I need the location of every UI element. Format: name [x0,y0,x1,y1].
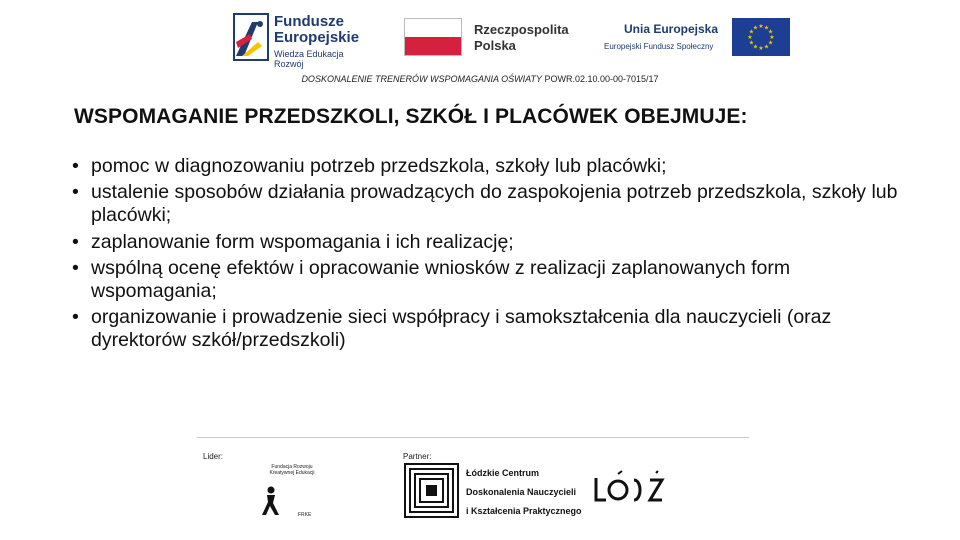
unia-line1: Unia Europejska [624,22,719,36]
ldc-logo [404,463,582,519]
list-item: • zaplanowanie form wspomagania i ich realizację; [72,231,912,254]
eu-star-icon: ★ [748,29,755,36]
fundusze-line3: Wiedza Edukacja Rozwój [274,49,344,69]
eu-star-icon: ★ [748,40,755,47]
ldc-line3: i Kształcenia Praktycznego [466,506,582,516]
lodz-logo-icon [590,470,670,510]
fundusze-europejskie-logo [232,12,372,69]
partner-label: Partner: [403,452,432,461]
project-name: DOSKONALENIE TRENERÓW WSPOMAGANIA OŚWIATY [301,74,542,84]
unia-line2: Europejski Fundusz Społeczny [604,42,714,51]
rzeczpospolita-polska-logo [404,18,574,58]
lider-label: Lider: [203,452,224,461]
list-item: • wspólną ocenę efektów i opracowanie wniosków z realizacji zaplanowanych form wspomagania; [72,257,912,303]
fundusze-line2: Europejskie [274,29,360,46]
lider-logo-text: Fundacja Rozwoju Kreatywnej Edukacji [269,464,315,476]
polish-flag-icon [404,18,462,56]
unia-europejska-logo [600,18,790,58]
fundusze-line1: Fundusze [274,13,344,30]
lider-logo [258,462,320,520]
page-title: WSPOMAGANIE PRZEDSZKOLI, SZKÓŁ I PLACÓWEK OBEJMUJE: [74,105,748,128]
project-code: POWR.02.10.00-00-7015/17 [544,74,659,84]
eu-star-icon: ★ [752,25,759,32]
walking-figure-icon [260,486,282,516]
header-logo-bar [0,12,960,69]
eu-star-icon: ★ [769,35,775,42]
fundusze-emblem-icon [232,12,270,62]
rzeczpospolita-line1: Rzeczpospolita [474,22,569,37]
eu-star-icon: ★ [758,46,764,53]
lider-logo-small: FRKE [298,512,312,518]
list-item: • ustalenie sposobów działania prowadzących do zaspokojenia potrzeb przedszkola, szkoły lub placówki; [72,181,912,227]
footer-divider [197,437,749,438]
eu-star-icon: ★ [767,29,774,36]
ldc-line2: Doskonalenia Nauczycieli [466,487,577,497]
bullet-list [72,155,912,356]
eu-star-icon: ★ [747,35,753,42]
concentric-squares-icon [404,463,459,518]
eu-star-icon: ★ [752,44,759,51]
rzeczpospolita-line2: Polska [474,38,516,53]
list-item: • organizowanie i prowadzenie sieci współpracy i samokształcenia dla nauczycieli (oraz dyrektorów szkół/przedszkoli) [72,306,912,352]
eu-star-icon: ★ [763,44,770,51]
ldc-line1: Łódzkie Centrum [466,468,540,478]
project-line [0,74,960,84]
eu-star-icon: ★ [763,25,770,32]
eu-flag-icon [732,18,790,56]
eu-star-icon: ★ [767,40,774,47]
list-item: • pomoc w diagnozowaniu potrzeb przedszkola, szkoły lub placówki; [72,155,912,178]
eu-star-icon: ★ [758,24,764,31]
